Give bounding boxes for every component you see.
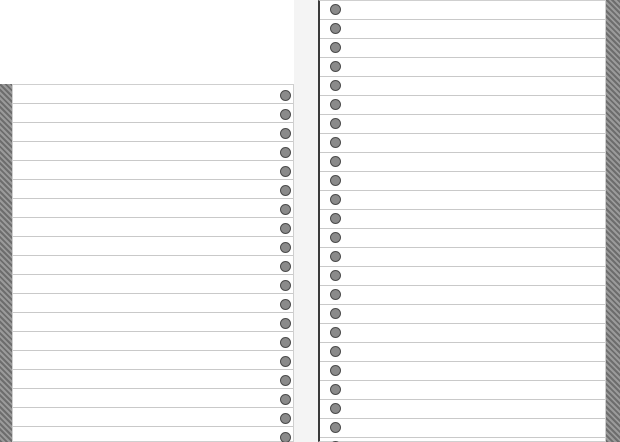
binder-hole (280, 128, 291, 139)
binder-hole (280, 299, 291, 310)
binder-hole (280, 147, 291, 158)
binder-hole (280, 280, 291, 291)
binder-hole (330, 194, 341, 205)
binder-hole (280, 318, 291, 329)
binder-holes-right (330, 4, 342, 442)
binder-hole (280, 242, 291, 253)
binder-hole (280, 337, 291, 348)
binder-hole (330, 42, 341, 53)
binder-hole (330, 213, 341, 224)
binder-hole (330, 23, 341, 34)
binder-hole (280, 223, 291, 234)
binder-hole (330, 156, 341, 167)
scan-edge-right (606, 0, 620, 442)
binder-hole (330, 61, 341, 72)
binder-hole (280, 185, 291, 196)
binder-hole (280, 394, 291, 405)
binder-hole (280, 109, 291, 120)
binder-hole (330, 365, 341, 376)
binder-hole (330, 137, 341, 148)
scan-edge-left (0, 84, 12, 442)
binder-hole (330, 118, 341, 129)
binder-hole (330, 4, 341, 15)
binder-hole (280, 261, 291, 272)
binder-hole (280, 375, 291, 386)
binder-hole (280, 356, 291, 367)
binder-hole (330, 327, 341, 338)
binder-hole (330, 403, 341, 414)
left-notebook-page (12, 84, 294, 442)
binder-hole (330, 80, 341, 91)
binder-hole (280, 204, 291, 215)
binder-hole (330, 99, 341, 110)
binder-hole (330, 384, 341, 395)
binder-hole (330, 251, 341, 262)
binder-hole (330, 175, 341, 186)
binder-hole (280, 90, 291, 101)
binder-hole (280, 413, 291, 424)
binder-hole (330, 346, 341, 357)
page-gutter (294, 0, 318, 442)
binder-hole (330, 232, 341, 243)
binder-hole (330, 270, 341, 281)
binder-hole (280, 432, 291, 442)
binder-hole (280, 166, 291, 177)
binder-hole (330, 422, 341, 433)
right-notebook-page (318, 0, 606, 442)
binder-hole (330, 308, 341, 319)
binder-hole (330, 289, 341, 300)
binder-holes-left (280, 90, 292, 442)
